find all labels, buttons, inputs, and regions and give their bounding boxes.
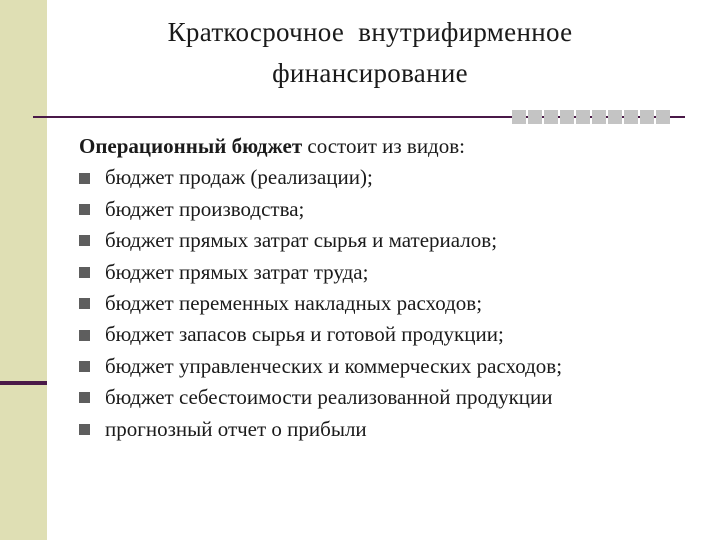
list-item [79, 351, 699, 382]
list-item-text: бюджет прямых затрат труда; [105, 259, 369, 284]
title-line-2: финансирование [272, 58, 468, 88]
deco-square [576, 110, 590, 124]
list-item [79, 414, 699, 445]
list-item [79, 319, 699, 350]
square-bullet-icon [79, 330, 90, 341]
list-item-text: бюджет себестоимости реализованной продукции [105, 385, 553, 410]
deco-square [640, 110, 654, 124]
list-item-text: бюджет прямых затрат сырья и материалов; [105, 228, 498, 253]
square-bullet-icon [79, 298, 90, 309]
list-item [79, 162, 699, 193]
square-bullet-icon [79, 424, 90, 435]
deco-square [624, 110, 638, 124]
deco-square [592, 110, 606, 124]
deco-square [528, 110, 542, 124]
list-item-text: бюджет производства; [105, 196, 305, 221]
list-item-text: бюджет продаж (реализации); [105, 165, 373, 190]
list-item-text: прогнозный отчет о прибыли [105, 416, 367, 441]
list-item-text: бюджет запасов сырья и готовой продукции; [105, 322, 504, 347]
list-item [79, 288, 699, 319]
decorative-squares [512, 110, 670, 124]
list-item-text: бюджет переменных накладных расходов; [105, 291, 483, 316]
square-bullet-icon [79, 267, 90, 278]
band-divider [0, 381, 47, 385]
deco-square [656, 110, 670, 124]
deco-square [544, 110, 558, 124]
square-bullet-icon [79, 361, 90, 372]
list-item [79, 194, 699, 225]
square-bullet-icon [79, 173, 90, 184]
slide-title [60, 12, 680, 94]
left-decorative-band [0, 0, 47, 540]
intro-bold-term: Операционный бюджет [79, 134, 303, 158]
square-bullet-icon [79, 204, 90, 215]
list-item [79, 382, 699, 413]
deco-square [560, 110, 574, 124]
square-bullet-icon [79, 392, 90, 403]
slide-body [79, 131, 699, 445]
list-item [79, 257, 699, 288]
title-line-1: Краткосрочное внутрифирменное [167, 17, 573, 47]
budget-types-list [79, 162, 699, 445]
list-item-text: бюджет управленческих и коммерческих расходов; [105, 353, 563, 378]
deco-square [608, 110, 622, 124]
square-bullet-icon [79, 235, 90, 246]
intro-rest: состоит из видов: [302, 134, 465, 158]
intro-line [79, 131, 699, 162]
list-item [79, 225, 699, 256]
deco-square [512, 110, 526, 124]
